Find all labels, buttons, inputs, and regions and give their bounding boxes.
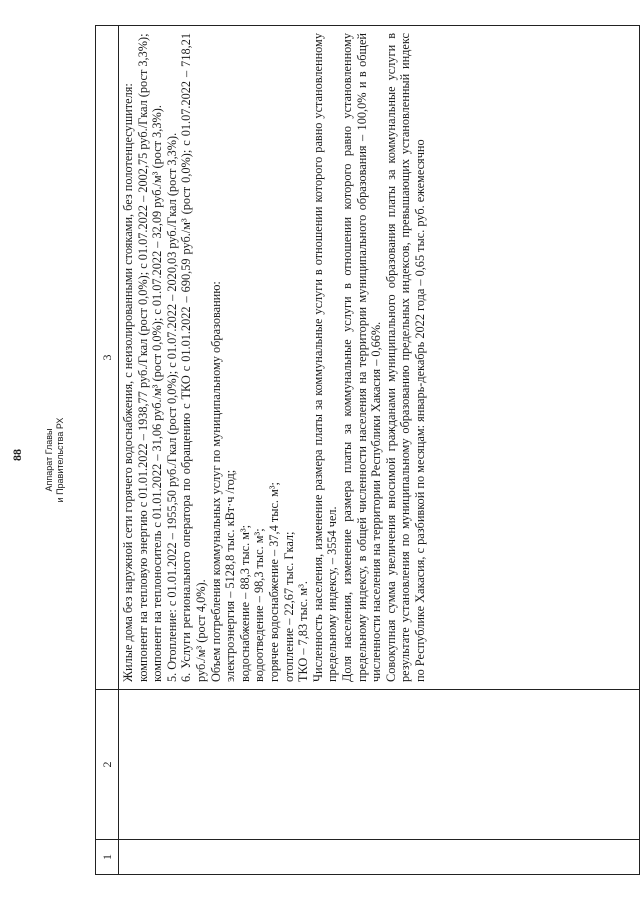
- text-paragraph: электроэнергия – 5128,8 тыс. кВт·ч /год;: [223, 469, 238, 682]
- text-paragraph: Численность населения, изменение размера платы за коммунальные услуги в отношении которого равно установленному предельному индексу, – 3554 чел.: [310, 33, 340, 682]
- cell-col-3: [119, 26, 640, 690]
- text-paragraph: Объем потребления коммунальных услуг по муниципальному образованию:: [208, 281, 223, 682]
- text-paragraph: 6. Услуги регионального оператора по обращению с ТКО с 01.01.2022 – 690,59 руб./м³ (рост 0,0%); с 01.07.2022 – 718,21 руб./м³ (рост 4,0%).: [179, 33, 208, 682]
- text-paragraph: 5. Отопление: с 01.01.2022 – 1955,50 руб./Гкал (рост 0,0%); с 01.07.2022 – 2020,03 руб./Гкал (рост 3,3%).: [164, 132, 179, 682]
- tariff-description: [119, 26, 427, 689]
- table-row: [119, 26, 640, 875]
- text-paragraph: горячее водоснабжение – 37,4 тыс. м³;: [266, 482, 281, 682]
- page-number: 88: [10, 449, 24, 461]
- text-paragraph: компонент на теплоноситель с 01.01.2022 – 31,06 руб./м³ (рост 0,0%); с 01.07.2022 – 32,09 руб./м³ (рост 3,3%).: [150, 105, 165, 682]
- header-cell-2: 2: [96, 690, 119, 840]
- stamp-line-2: и Правительства РХ: [55, 417, 65, 503]
- document-table: [95, 25, 640, 875]
- header-cell-3: 3: [96, 26, 119, 690]
- cell-col-1: [119, 840, 640, 875]
- text-paragraph: отопление – 22,67 тыс. Гкал;: [281, 531, 296, 682]
- text-paragraph: компонент на тепловую энергию с 01.01.2022 – 1938,77 руб./Гкал (рост 0,0%); с 01.07.2022 – 2002,75 руб./Гкал (рост 3,3%);: [135, 33, 150, 682]
- office-stamp: [44, 370, 66, 550]
- text-paragraph: ТКО – 7,83 тыс. м³.: [296, 581, 311, 682]
- text-paragraph: водоснабжение – 88,3 тыс. м³;: [237, 524, 252, 682]
- table-header-row: [96, 26, 119, 875]
- text-paragraph: Доля населения, изменение размера платы за коммунальные услуги в отношении которого равно установленному предельному индексу, в общей численности населения на территории муниципального образования – 100,0% и в общей численности населения на территории Республики Хакасия – 0,66%.: [339, 33, 384, 682]
- text-paragraph: Жилые дома без наружной сети горячего водоснабжения, с неизолированными стояками, без полотенцесушителя:: [121, 83, 135, 682]
- cell-col-2: [119, 690, 640, 840]
- header-cell-1: 1: [96, 840, 119, 875]
- text-paragraph: Совокупная сумма увеличения вносимой гражданами муниципального образования платы за коммунальные услуги в результате установления по муниципальному образованию предельных индексов, превышающих установленный индекс по Республике Хакасия, с разбивкой по месяцам: январь-декабрь 2022 года – 0,65 тыс. руб. ежемесячно: [383, 33, 427, 682]
- text-paragraph: водоотведение – 98,3 тыс. м³;: [252, 528, 267, 682]
- stamp-line-1: Аппарат Главы: [44, 428, 54, 492]
